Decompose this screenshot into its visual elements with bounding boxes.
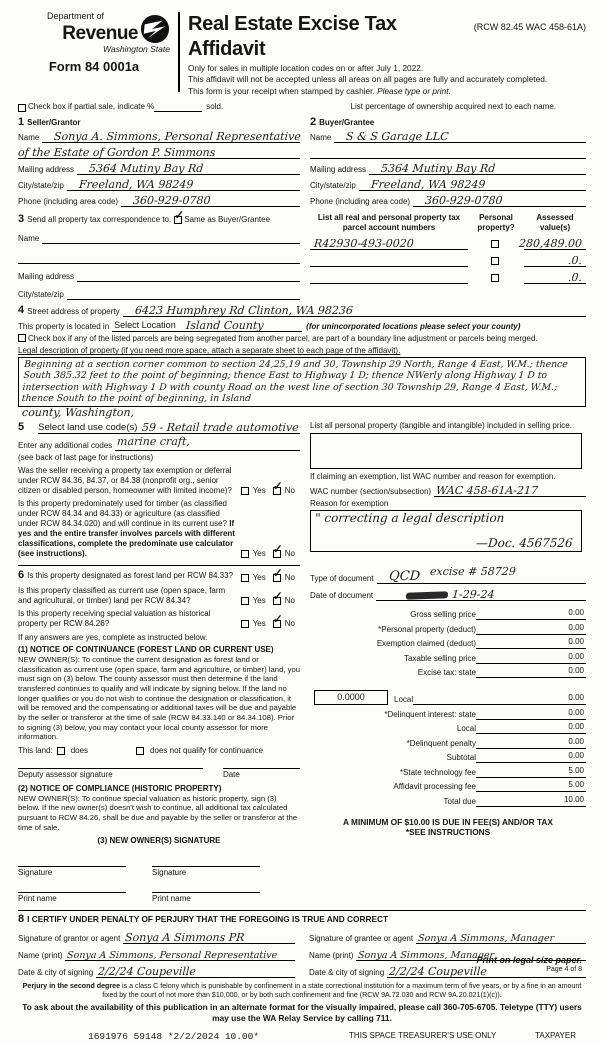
notice-continuance-title: (1) NOTICE OF CONTINUANCE (FOREST LAND OR CURRENT USE) bbox=[18, 645, 274, 655]
same-as-buyer-label: Same as Buyer/Grantee bbox=[184, 214, 271, 224]
reason-doc-number: —Doc. 4567526 bbox=[475, 535, 574, 550]
reason-value: " correcting a legal description bbox=[314, 510, 505, 525]
see-back-note: (see back of last page for instructions) bbox=[18, 453, 154, 463]
personal-property-checkbox-2 bbox=[491, 257, 499, 265]
additional-codes-field bbox=[115, 435, 300, 451]
revenue-wordmark: Revenue bbox=[62, 23, 138, 45]
historical-property-answer: Yes ✓ No bbox=[241, 619, 300, 629]
dor-logo-icon bbox=[140, 14, 170, 44]
q1-yes-checkbox bbox=[241, 487, 249, 495]
grantor-date-value: 2/2/24 Coupeville bbox=[97, 965, 197, 979]
does-qualify-checkbox bbox=[57, 747, 65, 755]
state-technology-fee-value: 5.00 bbox=[476, 766, 586, 778]
corr-city-field bbox=[67, 287, 300, 300]
buyer-phone-value: 360-929-0780 bbox=[424, 193, 503, 207]
forest-land-section: 6 Is this property designated as forest land per RCW 84.33? Yes ✓ No Is this property classified as current use (open space, farm and agricultural, or timber) land per RCW 84.34? Yes ✓ No Is this property receiving special valuation as historical property per RCW 84.26? Yes ✓ No If any answers are yes, complete as instructed below. (1) NOTICE OF CONTINUANCE (FOREST LAND OR CURRENT USE) NEW OWNER(S): To continue the current designation as forest land or classification as current use (open space, farm and agriculture, or timber) land, you must sign on (3) below. The county assessor must then determine if the land transferred continues to qualify and will indicate by signing below. If the land no longer qualifies or you do not wish to continue the designation or classification, it will be removed and the compensating or additional taxes will be due and payable by the seller or transferor at the time of sale (RCW 84.33.140 or 84.34.108). Prior to signing (3) below, you may contact your local county assessor for more information. This land: does does not qualify for continuance Deputy assessor signature Date (2) NOTICE OF COMPLIANCE (HISTORIC PROPERTY) NEW OWNER(S): To continue special valuation as historic property, sign (3) below. If the new owner(s) doesn't wish to continue, all additional tax calculated pursuant to RCW 84.26, shall be due and payable by the seller or transferor at the time of sale. (3) NEW OWNER(S) SIGNATURE Signature Print name Signature Print name bbox=[18, 566, 301, 904]
grantee-signature-value: Sonya A Simmons, Manager bbox=[417, 932, 555, 944]
seller-city-value: Freeland, WA 98249 bbox=[78, 177, 194, 191]
grantor-date-field bbox=[96, 965, 295, 978]
ownership-note: List percentage of ownership acquired next to each name. bbox=[350, 102, 556, 112]
owner-signature-line-2: Signature bbox=[152, 866, 260, 878]
grantor-signature-field bbox=[123, 931, 295, 944]
buyer-heading: Buyer/Grantee bbox=[319, 118, 375, 128]
grantor-signature-value: Sonya A Simmons PR bbox=[124, 931, 246, 945]
q3-no-checkbox: ✓ bbox=[272, 566, 283, 581]
date-of-document-value: 1-29-24 bbox=[451, 588, 496, 602]
location-note: (for unincorporated locations please select your county) bbox=[306, 322, 521, 332]
new-owner-signatures bbox=[18, 852, 300, 904]
historical-property-question: Is this property receiving special valuation as historical property per RCW 84.26? bbox=[18, 609, 211, 629]
seller-name-value: Sonya A. Simmons, Personal Representative bbox=[53, 129, 302, 143]
buyer-grantee-section: 2 Buyer/Grantee Name S & S Garage LLC Mailing address 5364 Mutiny Bay Rd City/state/zip Freeland, WA 98249 Phone (including area code) 360-929-0780 bbox=[310, 116, 586, 207]
cashier-stamp: 1691976 59148 *2/2/2024 10.00* bbox=[88, 1031, 260, 1043]
q2-no-checkbox: ✓ bbox=[272, 542, 283, 557]
parcel-table: List all real and personal property tax parcel account numbers Personal property? Assessed value(s) R42930-493-0020 280,489.00 .0. .0. bbox=[310, 213, 586, 300]
timber-agriculture-answer: Yes ✓ No bbox=[241, 549, 300, 559]
q4-yes-checkbox bbox=[241, 597, 249, 605]
subtotal-value: 0.00 bbox=[476, 751, 586, 763]
form-number: Form 84 0001a bbox=[48, 58, 140, 74]
personal-property-box bbox=[310, 433, 582, 469]
grantor-printname-value: Sonya A Simmons, Personal Representative bbox=[67, 949, 279, 961]
new-owner-signature-title: (3) NEW OWNER(S) SIGNATURE bbox=[97, 836, 221, 846]
if-yes-instruction: If any answers are yes, complete as instructed below. bbox=[18, 633, 208, 643]
this-land-label: This land: bbox=[18, 745, 53, 755]
parcel-row bbox=[310, 267, 586, 284]
taxpayer-label: TAXPAYER bbox=[535, 1031, 576, 1041]
q3-yes-checkbox bbox=[241, 574, 249, 582]
q4-no-checkbox: ✓ bbox=[272, 589, 283, 604]
buyer-name-field bbox=[334, 130, 586, 143]
legal-description-box bbox=[18, 357, 586, 406]
location-select: Select Location Island County bbox=[112, 319, 302, 332]
additional-codes-value: marine craft, bbox=[116, 435, 191, 449]
exemption-deferral-answer: Yes ✓ No bbox=[241, 486, 300, 496]
seller-name-field bbox=[42, 130, 300, 143]
document-fees-column: excise # 58729 Type of document QCD Date of document 1-29-24 Gross selling price 0.00 *Personal property (deduct) 0.00 Exemption claimed (deduct) 0.00 Taxable selling price 0.00 Excise tax: state 0.00 0.0000 Local 0.00 *Delinquent interest: state 0.00 Local 0.00 *Delinquent penalty 0.00 Subtotal 0.00 *State technology fee 5.00 Affidavit processing fee 5.00 Total due 10.00 A MINIMUM OF $10.00 IS DUE IN FEE(S) AND/OR TAX *SEE INSTRUCTIONS bbox=[310, 565, 584, 838]
accessibility-notice: To ask about the availability of this publication in an alternate format for the visually impaired, please call 360-705-6705. Teletype (TTY) users may use the WA Relay Service by calling 711. bbox=[22, 1002, 582, 1023]
type-of-document-field bbox=[377, 571, 586, 584]
affidavit-processing-fee-value: 5.00 bbox=[476, 780, 586, 792]
parcel-number-value: R42930-493-0020 bbox=[313, 236, 415, 250]
parcel-row bbox=[310, 250, 586, 267]
owner-printname-line-1: Print name bbox=[18, 892, 126, 904]
grantee-date-value: 2/2/24 Coupeville bbox=[388, 965, 488, 979]
personal-property-checkbox-1 bbox=[491, 240, 499, 248]
same-as-buyer-checkbox: ✓ bbox=[174, 207, 185, 222]
property-address-section: 4 Street address of property 6423 Humphrey Rd Clinton, WA 98236 This property is located in Select Location Island County (for unincorporated locations please select your county) Check box if any of the listed parcels are being segregated from another parcel, are part of a boundary line adjustment or parcels being merged. Legal description of property (if you need more space, attach a separate sheet to each page of the affidavit). Beginning at a section corner common to section 24,25,19 and 30, Township 29 North, Range 4 East, W.M.; thence South 385.32 feet to the point of beginning; thence East to Highway 1 D; thence NWerly along Highway 1 D to intersection with Highway 1 D with county Road on the west line of section 30 Township 29, Range 4 East, W.M.; thence South to the point of beginning, in Island county, Washington, bbox=[18, 304, 586, 419]
personal-property-checkbox-3 bbox=[491, 274, 499, 282]
correspondence-label: Send all property tax correspondence to. bbox=[27, 214, 172, 224]
land-use-code-value: 59 - Retail trade automotive bbox=[141, 421, 300, 435]
owner-printname-line-2: Print name bbox=[152, 892, 260, 904]
buyer-phone-field bbox=[413, 194, 586, 207]
partial-sale-checkbox bbox=[18, 104, 26, 112]
street-address-field bbox=[123, 304, 586, 317]
partial-sale-label: Check box if partial sale, indicate % bbox=[28, 102, 155, 112]
corr-name-field bbox=[42, 231, 300, 244]
page-number: Page 4 of 8 bbox=[546, 966, 582, 974]
assessed-value-2: .0. bbox=[567, 253, 583, 267]
q5-no-checkbox: ✓ bbox=[272, 612, 283, 627]
seller-mailing-value: 5364 Mutiny Bay Rd bbox=[88, 161, 204, 175]
grantee-signature-block: Signature of grantee or agent Sonya A Simmons, Manager Name (print) Sonya A Simmons, Manager Date & city of signing 2/2/24 Coupeville bbox=[309, 927, 586, 978]
page-footer bbox=[476, 955, 582, 975]
personal-property-exemption-column: List all personal property (tangible and intangible) included in selling price. If claiming an exemption, list WAC number and reason for exemption. WAC number (section/subsection) WAC 458-61A-217 Reason for exemption " correcting a legal description —Doc. 4567526 bbox=[310, 421, 586, 560]
excise-tax-state-value: 0.00 bbox=[476, 666, 586, 678]
delinquent-interest-state-value: 0.00 bbox=[476, 708, 586, 720]
personal-property-deduct-value: 0.00 bbox=[476, 623, 586, 635]
seller-name-value-2: of the Estate of Gordon P. Simmons bbox=[17, 145, 216, 159]
grantor-signature-block: Signature of grantor or agent Sonya A Simmons PR Name (print) Sonya A Simmons, Personal Representative Date & city of signing 2/2/24 Coupeville bbox=[18, 927, 295, 978]
current-use-question: Is this property classified as current use (open space, farm and agricultural, or timber) land per RCW 84.34? bbox=[18, 586, 226, 606]
print-note: Print on legal size paper. bbox=[476, 955, 582, 965]
reason-for-exemption-box bbox=[310, 510, 582, 552]
q1-no-checkbox: ✓ bbox=[272, 479, 283, 494]
assessed-value-1: 280,489.00 bbox=[518, 236, 583, 250]
buyer-name-field-2 bbox=[310, 146, 586, 159]
perjury-notice: Perjury in the second degree is a class C felony which is punishable by confinement in a state correctional institution for a maximum term of five years, or by a fine in an amount fixed by the court of not more than $10,000, or by both such confinement and fine (RCW 9A.72.030 and RCW 9A.20.021(1)(c)). bbox=[22, 982, 582, 999]
exemption-deferral-question: Was the seller receiving a property tax exemption or deferral under RCW 84.36, 84.37, or 84.38 (nonprofit org., senior citizen or disabled person, homeowner with limited income)? bbox=[18, 466, 232, 496]
exemption-claimed-value: 0.00 bbox=[476, 637, 586, 649]
street-address-value: 6423 Humphrey Rd Clinton, WA 98236 bbox=[134, 304, 353, 318]
notice-compliance-title: (2) NOTICE OF COMPLIANCE (HISTORIC PROPERTY) bbox=[18, 783, 222, 793]
deputy-assessor-signature-line: Deputy assessor signature bbox=[18, 768, 203, 780]
wac-number-field bbox=[434, 484, 586, 497]
location-value: Island County bbox=[185, 319, 265, 333]
buyer-city-field bbox=[359, 178, 586, 191]
minimum-due-note: A MINIMUM OF $10.00 IS DUE IN FEE(S) AND/OR TAX *SEE INSTRUCTIONS bbox=[343, 816, 553, 838]
legal-description-value: Beginning at a section corner common to section 24,25,19 and 30, Township 29 North, Range 4 East, W.M.; thence South 385.32 feet to the point of beginning; thence East to Highway 1 D; thence NWerly along Highway 1 D to intersection with Highway 1 D with county Road on the west line of section 30 Township 29, Range 4 East, W.M.; thence South to the point of beginning, in Island bbox=[21, 359, 569, 405]
current-use-answer: Yes ✓ No bbox=[241, 596, 300, 606]
local-tax-value-2: 0.00 bbox=[476, 722, 586, 734]
local-tax-value-1: 0.00 bbox=[413, 693, 586, 705]
gross-selling-price-value: 0.00 bbox=[476, 608, 586, 620]
does-not-qualify-checkbox bbox=[136, 747, 144, 755]
grantor-printname-field bbox=[65, 948, 295, 961]
assessed-value-3: .0. bbox=[567, 270, 583, 284]
seller-phone-value: 360-929-0780 bbox=[132, 193, 211, 207]
corr-mailing-field bbox=[77, 269, 300, 282]
subtitle-3: This form is your receipt when stamped by cashier. Please type or print. bbox=[188, 85, 451, 96]
personal-property-label: List all personal property (tangible and intangible) included in selling price. bbox=[310, 420, 572, 430]
buyer-mailing-value: 5364 Mutiny Bay Rd bbox=[380, 161, 496, 175]
reason-for-exemption-label: Reason for exemption bbox=[310, 498, 389, 508]
buyer-city-value: Freeland, WA 98249 bbox=[370, 177, 486, 191]
washington-state-label: Washington State bbox=[103, 44, 170, 54]
buyer-mailing-field bbox=[369, 162, 586, 175]
wac-number-value: WAC 458-61A-217 bbox=[435, 483, 539, 497]
exemption-note: If claiming an exemption, list WAC number and reason for exemption. bbox=[310, 471, 556, 481]
seller-city-field bbox=[67, 178, 300, 191]
q2-yes-checkbox bbox=[241, 550, 249, 558]
parcel-row bbox=[310, 233, 586, 250]
tax-correspondence-section: 3 Send all property tax correspondence to. ✓ Same as Buyer/Grantee Name Mailing address City/state/zip bbox=[18, 213, 310, 300]
land-use-section: 5 Select land use code(s) 59 - Retail trade automotive Enter any additional codes marine craft, (see back of last page for instructions) Was the seller receiving a property tax exemption or deferral under RCW 84.36, 84.37, or 84.38 (nonprofit org., senior citizen or disabled person, homeowner with limited income)? Yes ✓ No Is this property predominately used for timber (as classified under RCW 84.34 and 84.33) or agriculture (as classified under RCW 84.34.020) and will continue in its current use? If yes and the entire transfer involves parcels with different classifications, complete the predominate use calculator (see instructions). Yes ✓ No bbox=[18, 420, 300, 559]
timber-agriculture-question: Is this property predominately used for timber (as classified under RCW 84.34 and 84.33) or agriculture (as classified under RCW 84.34.020) and will continue in its current use? If yes and the entire transfer involves parcels with different classifications, complete the predominate use calculator (see instructions). bbox=[18, 499, 235, 559]
legal-description-overflow: county, Washington, bbox=[21, 405, 135, 419]
deputy-date-line: Date bbox=[223, 768, 300, 780]
segregated-label: Check box if any of the listed parcels are being segregated from another parcel, are part of a boundary line adjustment or parcels being merged. bbox=[28, 334, 538, 344]
form-header bbox=[18, 8, 586, 96]
corr-blank-field bbox=[18, 251, 300, 264]
form-title-rcw: (RCW 82.45 WAC 458-61A) bbox=[473, 22, 586, 32]
certification-section: 8 I CERTIFY UNDER PENALTY OF PERJURY THAT THE FOREGOING IS TRUE AND CORRECT Signature of grantor or agent Sonya A Simmons PR Name (print) Sonya A Simmons, Personal Representative Date & city of signing 2/2/24 Coupeville Signature of grantee or agent Sonya A Simmons, Manager Name (print) Sonya A Simmons, Manager Date & city of signing 2/2/24 Coupeville bbox=[18, 910, 586, 978]
partial-sale-suffix: sold. bbox=[206, 102, 224, 112]
owner-signature-line-1: Signature bbox=[18, 866, 126, 878]
department-of-label: Department of bbox=[46, 11, 104, 21]
partial-sale-percent-field bbox=[154, 103, 202, 112]
type-of-document-value: QCD bbox=[388, 569, 421, 585]
notice-compliance-body: NEW OWNER(S): To continue special valuation as historic property, sign (3) below. If the new owner(s) doesn't wish to continue, all additional tax calculated pursuant to RCW 84.26, shall be due and payable by the seller or transferor at the time of sale. bbox=[18, 793, 298, 832]
revenue-logo-block bbox=[18, 8, 176, 96]
seller-mailing-field bbox=[77, 162, 300, 175]
total-due-value: 10.00 bbox=[476, 795, 586, 807]
legal-description-label: Legal description of property (if you need more space, attach a separate sheet to each page of the affidavit). bbox=[18, 346, 401, 356]
q5-yes-checkbox bbox=[241, 620, 249, 628]
segregated-checkbox bbox=[18, 334, 26, 342]
buyer-name-value: S & S Garage LLC bbox=[345, 129, 450, 143]
grantee-printname-value: Sonya A Simmons, Manager bbox=[358, 949, 495, 961]
grantee-signature-field bbox=[416, 931, 586, 944]
excise-number-note: excise # 58729 bbox=[429, 565, 517, 579]
notice-continuance-body: NEW OWNER(S): To continue the current designation as forest land or classification as current use (open space, farm and agriculture, or timber) land, you must sign on (3) below. The county assessor must then determine if the land transferred continues to qualify and will indicate by signing below. If the land no longer qualifies or you do not wish to continue the designation or classification, it will be removed and the compensating or additional taxes will be due and payable by the seller or transferor at the time of sale (RCW 84.33.140 or 84.34.108). Prior to signing (3) below, you may contact your local county assessor for more information. bbox=[18, 655, 301, 742]
treasurer-row bbox=[18, 1031, 586, 1043]
scratched-out-text bbox=[406, 591, 448, 599]
local-rate-box: 0.0000 bbox=[314, 690, 388, 705]
land-use-code-field bbox=[140, 421, 300, 434]
delinquent-penalty-value: 0.00 bbox=[476, 737, 586, 749]
treasurer-use-label: THIS SPACE TREASURER'S USE ONLY bbox=[349, 1031, 497, 1041]
forest-land-question: Is this property designated as forest land per RCW 84.33? bbox=[27, 571, 234, 581]
subtitle-1: Only for sales in multiple location codes on or after July 1, 2022. bbox=[188, 63, 424, 73]
seller-heading: Seller/Grantor bbox=[27, 118, 81, 128]
subtitle-2: This affidavit will not be accepted unless all areas on all pages are fully and accurately completed. bbox=[188, 74, 548, 85]
certify-statement: I CERTIFY UNDER PENALTY OF PERJURY THAT THE FOREGOING IS TRUE AND CORRECT bbox=[27, 914, 389, 925]
seller-grantor-section: 1 Seller/Grantor Name Sonya A. Simmons, Personal Representative of the Estate of Gordon P. Simmons Mailing address 5364 Mutiny Bay Rd City/state/zip Freeland, WA 98249 Phone (including area code) 360-929-0780 bbox=[17, 116, 302, 207]
date-of-document-field bbox=[376, 588, 586, 601]
taxable-selling-price-value: 0.00 bbox=[476, 652, 586, 664]
forest-land-answer: Yes ✓ No bbox=[241, 573, 300, 583]
form-title: Real Estate Excise Tax Affidavit bbox=[188, 13, 397, 60]
header-divider bbox=[178, 12, 180, 92]
seller-name-field-2 bbox=[18, 146, 300, 159]
seller-phone-field bbox=[121, 194, 300, 207]
